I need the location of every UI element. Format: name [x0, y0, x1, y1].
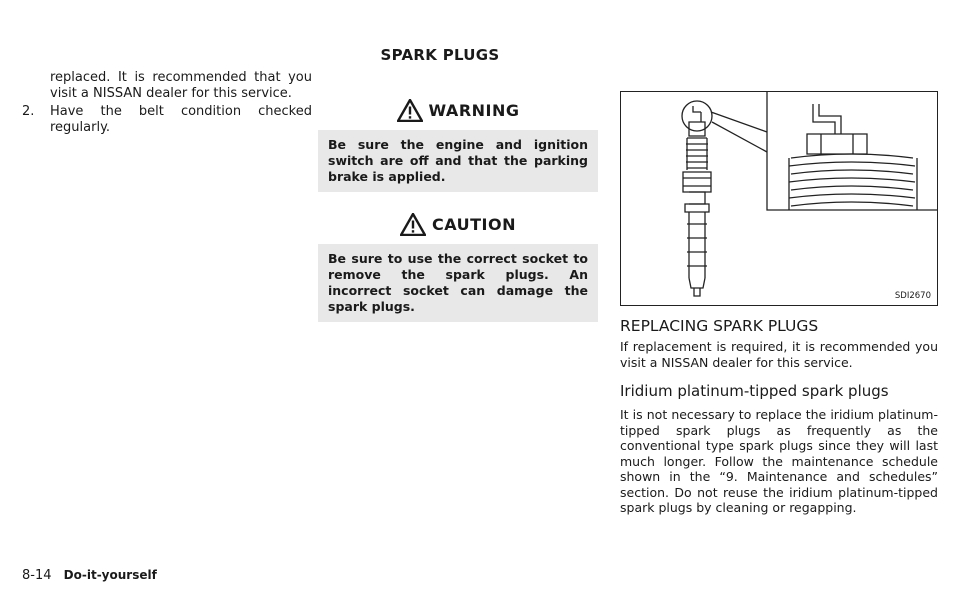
caution-triangle-icon — [400, 213, 426, 236]
continued-paragraph: replaced. It is recommended that you visit a NISSAN dealer for this service. — [50, 70, 312, 101]
page-number: 8-14 — [22, 568, 52, 583]
warning-header — [318, 90, 598, 130]
warning-triangle-icon — [397, 99, 423, 122]
warning-label: WARNING — [428, 100, 520, 120]
page-section-title: SPARK PLUGS — [380, 46, 500, 64]
left-column — [22, 70, 312, 136]
right-column — [620, 316, 938, 516]
caution-text: Be sure to use the correct socket to remove the spark plugs. An incorrect socket can damage the spark plugs. — [318, 244, 598, 322]
page-footer — [22, 568, 157, 583]
figure-code: SDI2670 — [894, 291, 931, 301]
replacing-text: If replacement is required, it is recommended you visit a NISSAN dealer for this service. — [620, 339, 938, 370]
caution-label: CAUTION — [432, 214, 516, 234]
list-item-number: 2. — [22, 104, 35, 119]
iridium-text: It is not necessary to replace the iridium platinum-tipped spark plugs as frequently as the conventional type spark plugs since they will last much longer. Follow the maintenance schedule shown in the “9. Maintenance and schedules” section. Do not reuse the iridium platinum-tipped spark plugs by cleaning or regapping. — [620, 407, 938, 515]
spark-plug-figure — [620, 91, 938, 306]
warning-text: Be sure the engine and ignition switch are off and that the parking brake is applied. — [318, 130, 598, 192]
spark-plug-illustration — [621, 92, 937, 305]
list-item-text: Have the belt condition checked regularly. — [50, 104, 312, 135]
iridium-heading: Iridium platinum-tipped spark plugs — [620, 382, 889, 400]
list-item — [22, 104, 312, 136]
warning-box — [318, 90, 598, 192]
footer-section-name: Do-it-yourself — [63, 568, 157, 582]
caution-box — [318, 204, 598, 322]
replacing-heading: REPLACING SPARK PLUGS — [620, 317, 819, 335]
caution-header — [318, 204, 598, 244]
